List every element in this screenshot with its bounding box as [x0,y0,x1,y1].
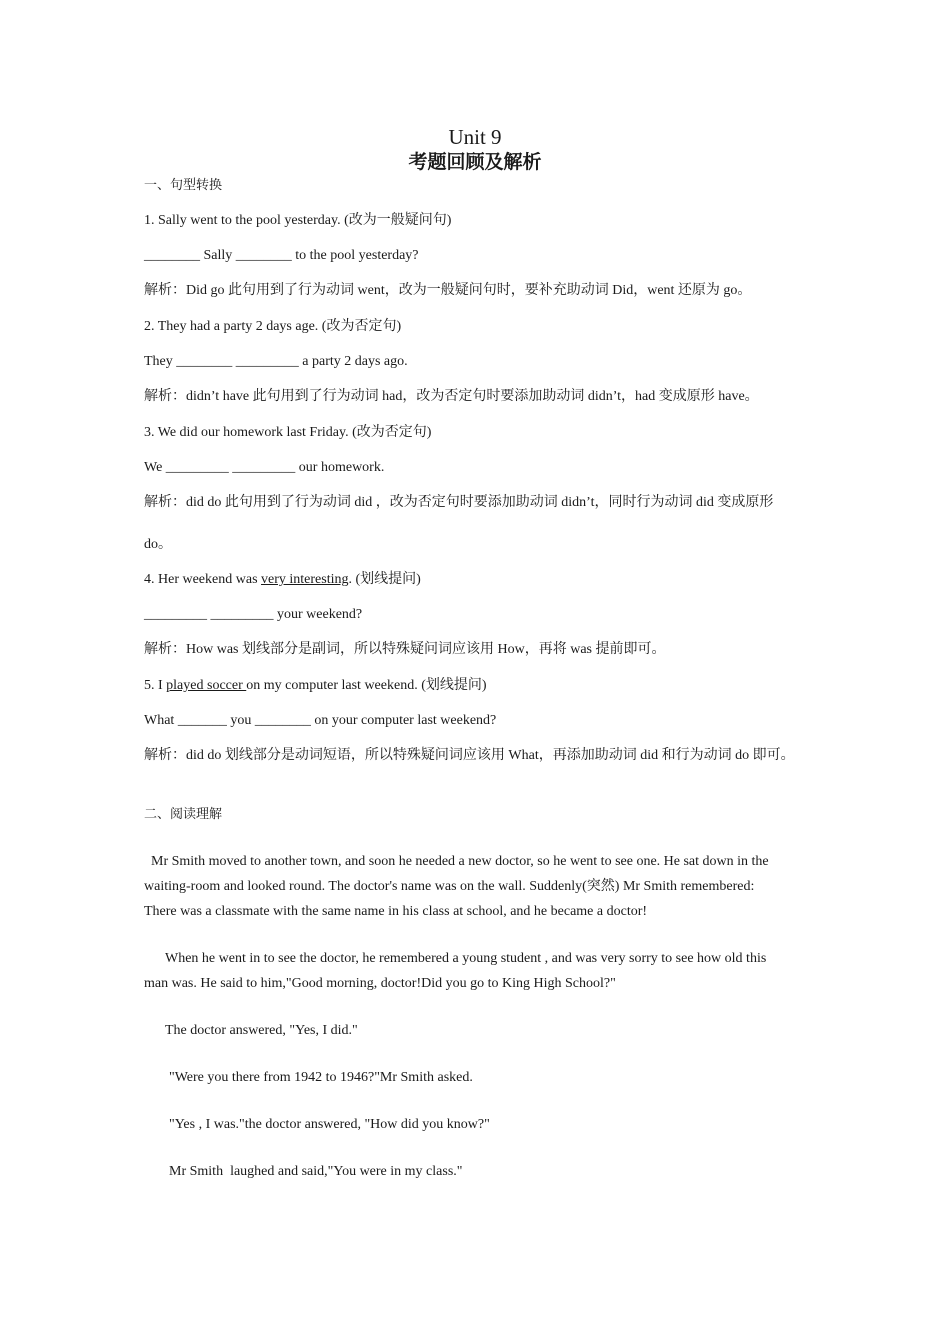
passage-paragraph-1-line-2: waiting-room and looked round. The doctor's name was on the wall. Suddenly(突然) Mr Smith remembered: [144,879,755,894]
passage-paragraph-2-line-1: When he went in to see the doctor, he remembered a young student , and was very sorry to see how old this [165,951,767,966]
question-5-prompt-end: on my computer last weekend. (划线提问) [246,678,487,693]
passage-paragraph-2-line-2: man was. He said to him,"Good morning, doctor!Did you go to King High School?" [144,976,616,991]
passage-paragraph-4: "Were you there from 1942 to 1946?"Mr Smith asked. [169,1070,473,1085]
passage-paragraph-5: "Yes , I was."the doctor answered, "How did you know?" [169,1117,490,1132]
question-1-explanation: 解析：Did go 此句用到了行为动词 went，改为一般疑问句时，要补充助动词 Did，went 还原为 go。 [144,283,752,298]
question-4-prompt-start: 4. Her weekend was [144,572,262,587]
question-4-underlined-phrase: very interesting [261,572,349,587]
question-2-explanation: 解析：didn’t have 此句用到了行为动词 had，改为否定句时要添加助动词 didn’t，had 变成原形 have。 [144,389,759,404]
question-4-prompt [144,571,814,589]
question-5-prompt-start: 5. I [144,678,167,693]
question-3-explanation-cont: do。 [144,537,172,552]
question-2-fill: They ________ _________ a party 2 days ago. [144,354,408,369]
question-4-prompt-end: . (划线提问) [348,572,421,587]
question-4-fill: _________ _________ your weekend? [144,607,363,622]
question-1-fill: ________ Sally ________ to the pool yesterday? [144,248,419,263]
passage-paragraph-6: Mr Smith laughed and said,"You were in my class." [169,1164,463,1179]
question-3-prompt: 3. We did our homework last Friday. (改为否定句) [144,425,432,440]
question-5-underlined-phrase: played soccer [166,678,247,693]
passage-paragraph-1-line-3: There was a classmate with the same name in his class at school, and he became a doctor! [144,904,648,919]
question-5-explanation: 解析：did do 划线部分是动词短语，所以特殊疑问词应该用 What，再添加助动词 did 和行为动词 do 即可。 [144,748,795,763]
question-4-explanation: 解析：How was 划线部分是副词，所以特殊疑问词应该用 How，再将 was 提前即可。 [144,642,666,657]
question-2-prompt: 2. They had a party 2 days age. (改为否定句) [144,319,402,334]
question-5-fill: What _______ you ________ on your computer last weekend? [144,713,497,728]
section-heading-2: 二、阅读理解 [144,807,223,822]
question-1-prompt: 1. Sally went to the pool yesterday. (改为一般疑问句) [144,213,452,228]
question-3-fill: We _________ _________ our homework. [144,460,385,475]
page-title: Unit 9 [448,125,502,149]
passage-paragraph-1-line-1: Mr Smith moved to another town, and soon he needed a new doctor, so he went to see one. He sat down in the [144,854,769,869]
question-5-prompt [144,677,814,695]
page-subtitle: 考题回顾及解析 [408,151,542,173]
passage-paragraph-3: The doctor answered, "Yes, I did." [165,1023,358,1038]
section-heading-1: 一、句型转换 [144,178,223,193]
question-3-explanation: 解析：did do 此句用到了行为动词 did ，改为否定句时要添加助动词 didn’t，同时行为动词 did 变成原形 [144,495,774,510]
